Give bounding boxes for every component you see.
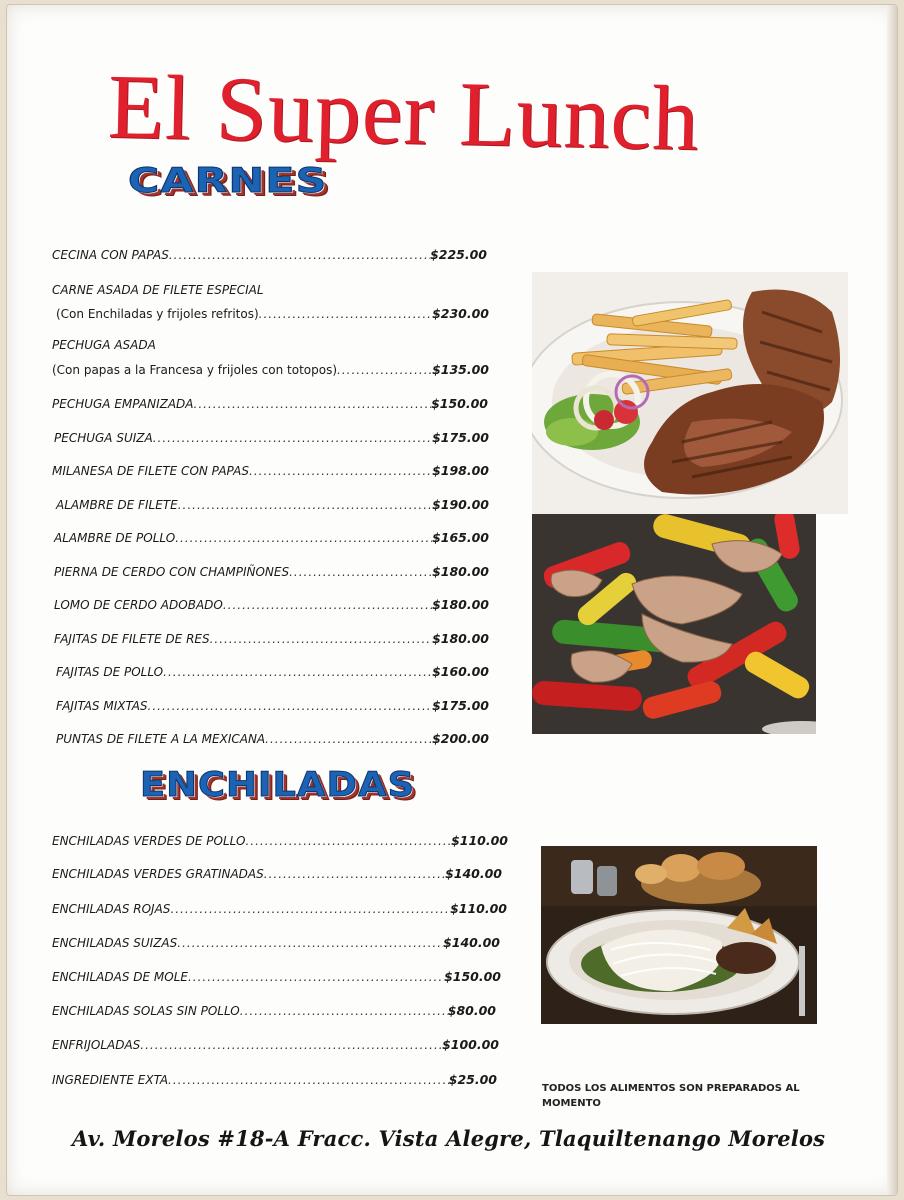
menu-item: CECINA CON PAPAS ..... $225.00 (52, 247, 487, 262)
page-edge (887, 5, 897, 1195)
menu-item: ENCHILADAS DE MOLE ..... $150.00 (52, 969, 501, 984)
menu-item: (Con Enchiladas y frijoles refritos) ..... $230.00 (56, 306, 489, 321)
menu-item: FAJITAS DE FILETE DE RES ..... $180.00 (54, 631, 489, 646)
fajitas-photo (532, 514, 816, 734)
address: Av. Morelos #18-A Fracc. Vista Alegre, Tlaquiltenango Morelos (72, 1126, 826, 1151)
menu-item: PIERNA DE CERDO CON CHAMPIÑONES ..... $180.00 (54, 564, 489, 579)
menu-item: ENCHILADAS VERDES DE POLLO ..... $110.00 (52, 833, 508, 848)
menu-item: FAJITAS DE POLLO ..... $160.00 (56, 664, 489, 679)
menu-item-title: PECHUGA ASADA (52, 338, 156, 352)
menu-item-title: CARNE ASADA DE FILETE ESPECIAL (52, 283, 264, 297)
restaurant-title: El Super Lunch (106, 55, 701, 170)
menu-item: ENFRIJOLADAS ..... $100.00 (52, 1037, 499, 1052)
menu-item: LOMO DE CERDO ADOBADO ..... $180.00 (54, 597, 489, 612)
menu-item: ENCHILADAS VERDES GRATINADAS ..... $140.00 (52, 866, 502, 881)
menu-item: INGREDIENTE EXTA ..... $25.00 (52, 1072, 497, 1087)
menu-item: ENCHILADAS ROJAS ..... $110.00 (52, 901, 507, 916)
enchiladas-heading: ENCHILADAS (140, 765, 416, 805)
carnes-heading: CARNES (128, 161, 328, 201)
menu-item: FAJITAS MIXTAS ..... $175.00 (56, 698, 489, 713)
preparation-note: TODOS LOS ALIMENTOS SON PREPARADOS AL MOMENTO (542, 1083, 800, 1109)
menu-item: ALAMBRE DE POLLO ..... $165.00 (54, 530, 489, 545)
menu-item: ALAMBRE DE FILETE ..... $190.00 (56, 497, 489, 512)
menu-item: (Con papas a la Francesa y frijoles con totopos) ..... $135.00 (52, 362, 489, 377)
menu-item: PECHUGA EMPANIZADA ..... $150.00 (52, 396, 488, 411)
menu-item: PECHUGA SUIZA ..... $175.00 (54, 430, 489, 445)
enchiladas-photo (541, 846, 817, 1024)
grilled-meat-photo (532, 272, 848, 514)
menu-item: ENCHILADAS SOLAS SIN POLLO ..... $80.00 (52, 1003, 496, 1018)
menu-item: PUNTAS DE FILETE A LA MEXICANA ..... $200.00 (56, 731, 489, 746)
menu-item: ENCHILADAS SUIZAS ..... $140.00 (52, 935, 500, 950)
menu-item: MILANESA DE FILETE CON PAPAS ..... $198.00 (52, 463, 489, 478)
